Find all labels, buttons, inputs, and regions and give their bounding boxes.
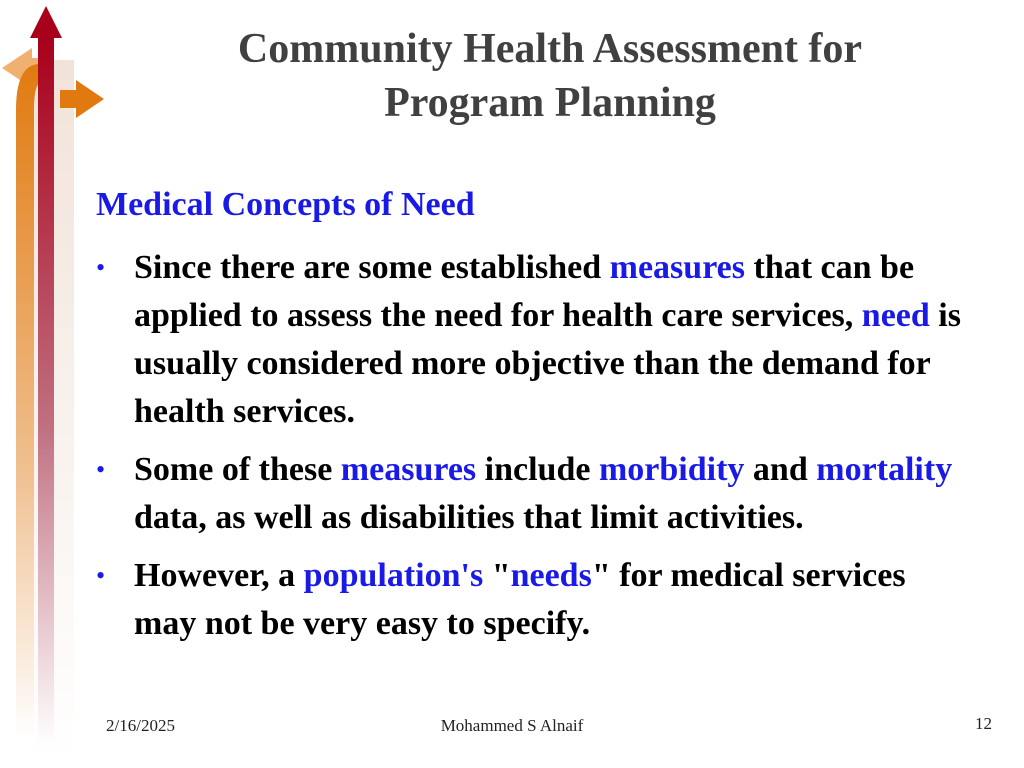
bullet-item (96, 244, 976, 436)
bullet-item (96, 552, 976, 648)
page-number: 12 (975, 714, 992, 733)
bullet-dot-icon: • (96, 561, 106, 590)
highlight-term: needs (510, 557, 592, 594)
highlight-term: morbidity (598, 451, 745, 488)
bullet-dot-icon: • (96, 455, 106, 484)
highlight-term: need (861, 297, 930, 334)
up-arrow-decoration-icon (0, 0, 110, 768)
highlight-term: population's (303, 557, 484, 594)
bullet-text: is usually considered more objective than the demand for health services. (134, 297, 961, 430)
bullet-dot-icon: • (96, 253, 106, 282)
bullet-text: include (476, 451, 599, 488)
title-line-2: Program Planning (384, 80, 716, 126)
bullet-text: that can be applied to assess the need for health care services, (134, 249, 915, 334)
highlight-term: measures (340, 451, 477, 488)
bullet-item (96, 446, 976, 542)
section-heading: Medical Concepts of Need (96, 186, 475, 223)
bullet-text: Some of these (134, 451, 341, 488)
bullet-text: However, a (134, 557, 304, 594)
footer-author: Mohammed S Alnaif (440, 716, 584, 735)
highlight-term: mortality (816, 451, 953, 488)
bullet-list (96, 244, 976, 658)
bullet-text: and (744, 451, 817, 488)
bullet-text: " for medical services may not be very easy to specify. (134, 557, 906, 642)
title-line-1: Community Health Assessment for (237, 26, 863, 72)
slide-title (150, 22, 950, 130)
highlight-term: measures (609, 249, 745, 286)
footer-date: 2/16/2025 (106, 716, 175, 735)
bullet-text: data, as well as disabilities that limit activities. (134, 499, 804, 536)
bullet-text: Since there are some established (134, 249, 610, 286)
bullet-text: " (483, 557, 511, 594)
